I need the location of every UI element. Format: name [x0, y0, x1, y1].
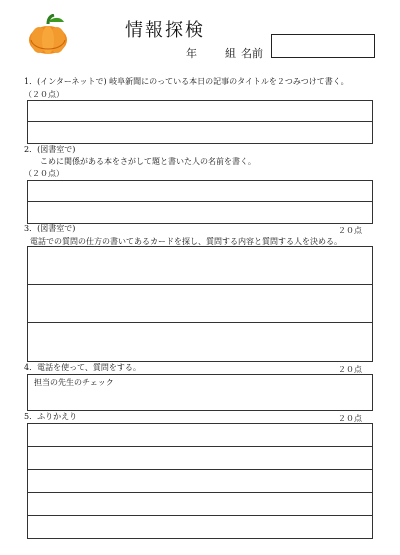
- section-1-points: （２０点）: [24, 90, 64, 99]
- section-1-answer-box: [27, 100, 373, 144]
- section-3-instruction: 電話での質問の仕方の書いてあるカードを探し、質問する内容と質問する人を決める。: [30, 237, 342, 246]
- answer-line[interactable]: [28, 424, 372, 447]
- answer-line[interactable]: [28, 202, 372, 222]
- answer-line[interactable]: [28, 323, 372, 360]
- section-2-points: （２０点）: [24, 169, 64, 178]
- section-3-heading: 3．(図書室で): [24, 224, 76, 233]
- section-3-points: ２０点: [338, 226, 362, 235]
- section-4-heading: 4．電話を使って、質問をする。: [24, 363, 141, 372]
- teacher-check-box[interactable]: [27, 374, 373, 411]
- section-3-answer-box: [27, 246, 373, 362]
- answer-line[interactable]: [28, 516, 372, 537]
- section-4-points: ２０点: [338, 365, 362, 374]
- answer-line[interactable]: [28, 285, 372, 323]
- page-title: 情報探検: [125, 20, 205, 41]
- year-label: 年: [186, 47, 197, 60]
- answer-line[interactable]: [28, 447, 372, 470]
- class-label: 組: [225, 47, 236, 60]
- teacher-check-label: 担当の先生のチェック: [34, 378, 114, 387]
- section-1-heading: 1．(インターネットで) 岐阜新聞にのっている本日の記事のタイトルを２つみつけて書く。: [24, 77, 349, 86]
- section-2-answer-box: [27, 180, 373, 224]
- answer-line[interactable]: [28, 181, 372, 202]
- name-field[interactable]: [271, 34, 375, 58]
- answer-line[interactable]: [28, 247, 372, 285]
- answer-line[interactable]: [28, 493, 372, 516]
- answer-line[interactable]: [28, 470, 372, 493]
- answer-line[interactable]: [28, 101, 372, 122]
- section-2-heading: 2．(図書室で): [24, 145, 76, 154]
- answer-line[interactable]: [28, 122, 372, 142]
- section-5-answer-box: [27, 423, 373, 539]
- section-2-instruction: こめに関係がある本をさがして題と書いた人の名前を書く。: [40, 157, 256, 166]
- section-5-heading: 5．ふりかえり: [24, 412, 78, 421]
- name-label: 名前: [241, 47, 263, 60]
- section-5-points: ２０点: [338, 414, 362, 423]
- pumpkin-logo: [26, 14, 70, 56]
